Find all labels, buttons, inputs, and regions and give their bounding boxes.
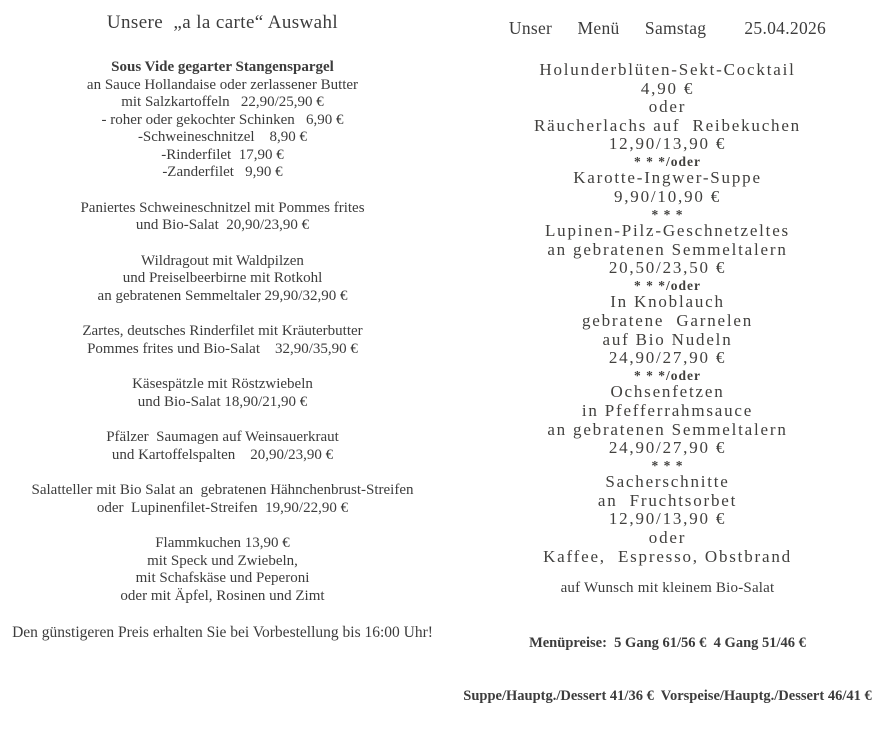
- menu-item-line: Pommes frites und Bio-Salat 32,90/35,90 €: [87, 340, 358, 357]
- menu-item-line: mit Schafskäse und Peperoni: [135, 570, 310, 586]
- menu-item-wildragout: [0, 253, 445, 306]
- menu-item-line: oder mit Äpfel, Rosinen und Zimt: [120, 587, 325, 604]
- daily-menu-title: Unser Menü Samstag 25.04.2026: [508, 18, 827, 38]
- menu-item-line: und Bio-Salat 18,90/21,90 €: [137, 393, 308, 410]
- daily-menu-line: 12,90/13,90 €: [608, 509, 727, 529]
- menu-item-line: Sous Vide gegarter Stangenspargel: [111, 59, 334, 75]
- menu-item-line: oder Lupinenfilet-Streifen 19,90/22,90 €: [96, 499, 349, 516]
- menu-item-flammkuchen: [0, 535, 445, 605]
- menu-item-line: an Sauce Hollandaise oder zerlassener Butter: [86, 76, 359, 93]
- daily-menu-line: 24,90/27,90 €: [608, 438, 727, 458]
- daily-menu-line: 4,90 €: [640, 78, 695, 98]
- course-separator: * * *: [651, 206, 684, 222]
- daily-menu-line: Ochsenfetzen: [610, 382, 725, 402]
- menu-item-spargel: [0, 59, 445, 182]
- menu-prices: [445, 600, 890, 740]
- daily-menu-line: gebratene Garnelen: [581, 311, 754, 331]
- menu-item-line: mit Salzkartoffeln 22,90/25,90 €: [121, 94, 324, 110]
- daily-menu-line: In Knoblauch: [610, 292, 725, 312]
- menu-item-line: Käsespätzle mit Röstzwiebeln: [132, 376, 313, 392]
- preorder-note: Den günstigeren Preis erhalten Sie bei Vorbestellung bis 16:00 Uhr!: [12, 624, 433, 641]
- menu-item-salatteller: [0, 482, 445, 517]
- menu-item-line: - roher oder gekochter Schinken 6,90 €: [101, 111, 344, 128]
- daily-menu-line: 24,90/27,90 €: [608, 348, 727, 368]
- alacarte-column: [0, 0, 445, 642]
- menu-item-line: Salatteller mit Bio Salat an gebratenen Hähnchenbrust-Streifen: [31, 482, 414, 498]
- daily-menu-line: oder: [648, 97, 687, 117]
- menu-item-line: Pfälzer Saumagen auf Weinsauerkraut: [106, 429, 339, 445]
- menu-item-line: mit Speck und Zwiebeln,: [147, 552, 298, 569]
- daily-menu-line: 20,50/23,50 €: [608, 258, 727, 278]
- bio-salad-note: auf Wunsch mit kleinem Bio-Salat: [560, 580, 775, 597]
- menu-item-rinderfilet: [0, 323, 445, 358]
- menu-item-line: -Zanderfilet 9,90 €: [162, 164, 283, 180]
- menu-item-line: Zartes, deutsches Rinderfilet mit Kräuterbutter: [82, 323, 363, 339]
- alacarte-title: Unsere „a la carte“ Auswahl: [106, 12, 339, 33]
- menu-prices-line-1: Menüpreise: 5 Gang 61/56 € 4 Gang 51/46 €: [529, 635, 806, 652]
- menu-item-line: -Rinderfilet 17,90 €: [161, 146, 284, 163]
- daily-menu-line: an gebratenen Semmeltalern: [547, 239, 788, 259]
- menu-item-line: und Kartoffelspalten 20,90/23,90 €: [111, 446, 334, 463]
- menu-item-line: Flammkuchen 13,90 €: [155, 535, 290, 551]
- daily-menu-line: 12,90/13,90 €: [608, 134, 727, 154]
- course-separator: * * */oder: [634, 153, 701, 169]
- menu-item-line: und Preiselbeerbirne mit Rotkohl: [122, 270, 323, 286]
- menu-prices-line-2: Suppe/Hauptg./Dessert 41/36 € Vorspeise/Hauptg./Dessert 46/41 €: [463, 687, 872, 704]
- menu-item-kaesespaetzle: [0, 376, 445, 411]
- course-separator: * * */oder: [634, 277, 701, 293]
- daily-menu-line: Karotte-Ingwer-Suppe: [573, 168, 762, 188]
- menu-item-schnitzel: [0, 200, 445, 235]
- menu-item-line: Paniertes Schweineschnitzel mit Pommes frites: [80, 199, 365, 216]
- daily-menu-line: in Pfefferrahmsauce: [581, 400, 754, 420]
- daily-menu-line: Lupinen-Pilz-Geschnetzeltes: [545, 221, 790, 241]
- menu-item-line: an gebratenen Semmeltaler 29,90/32,90 €: [97, 287, 348, 304]
- daily-menu-line: Räucherlachs auf Reibekuchen: [534, 115, 801, 135]
- daily-menu-line: 9,90/10,90 €: [613, 187, 722, 207]
- menu-item-line: und Bio-Salat 20,90/23,90 €: [135, 217, 310, 233]
- daily-menu-line: Sacherschnitte: [605, 472, 730, 492]
- daily-menu-line: Holunderblüten-Sekt-Cocktail: [539, 60, 796, 79]
- course-separator: * * *: [651, 457, 684, 473]
- menu-item-saumagen: [0, 429, 445, 464]
- daily-menu-line: an gebratenen Semmeltalern: [547, 419, 788, 439]
- menu-item-line: -Schweineschnitzel 8,90 €: [137, 129, 308, 145]
- daily-menu-line: auf Bio Nudeln: [602, 329, 733, 349]
- course-separator: * * */oder: [634, 367, 701, 383]
- daily-menu-column: [445, 0, 890, 740]
- daily-menu-line: oder: [648, 527, 687, 547]
- daily-menu-line: an Fruchtsorbet: [597, 490, 738, 510]
- menu-item-line: Wildragout mit Waldpilzen: [141, 252, 304, 269]
- daily-menu-line: Kaffee, Espresso, Obstbrand: [543, 546, 792, 566]
